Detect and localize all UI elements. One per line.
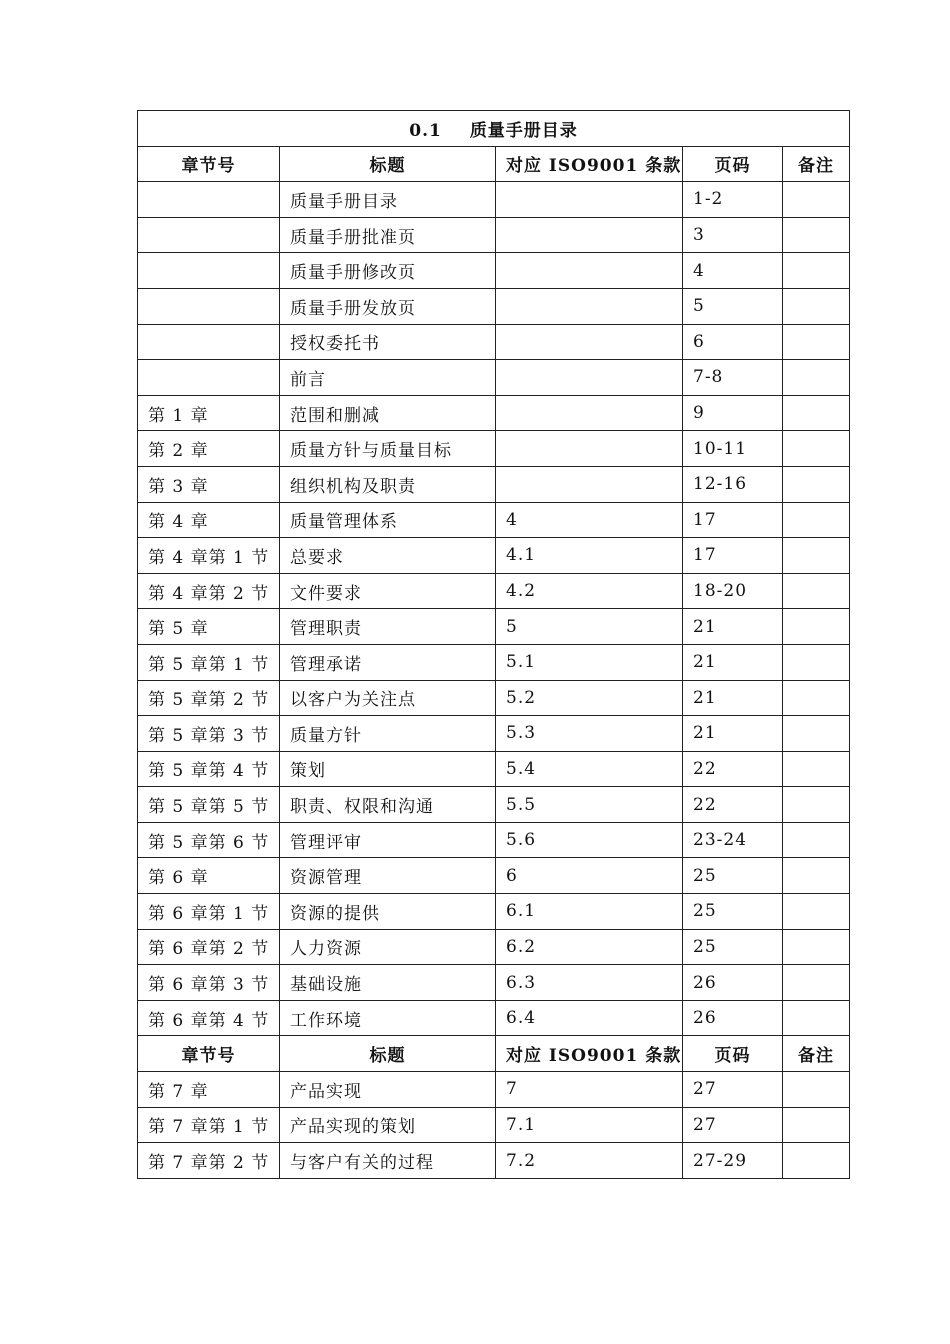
cell-note	[783, 644, 850, 680]
cell-note	[783, 894, 850, 930]
cell-chapter: 第 6 章第 2 节	[138, 929, 280, 965]
column-header-note: 备注	[783, 1036, 850, 1072]
cell-page: 1-2	[683, 182, 783, 218]
cell-title: 基础设施	[280, 965, 496, 1001]
table-row	[138, 466, 850, 502]
cell-clause	[496, 288, 683, 324]
cell-page: 5	[683, 288, 783, 324]
table-row	[138, 822, 850, 858]
cell-page: 10-11	[683, 431, 783, 467]
table-row	[138, 1107, 850, 1143]
table-row	[138, 360, 850, 396]
cell-clause	[496, 182, 683, 218]
cell-chapter: 第 6 章第 4 节	[138, 1000, 280, 1036]
cell-title: 管理承诺	[280, 644, 496, 680]
cell-clause: 6	[496, 858, 683, 894]
cell-page: 25	[683, 894, 783, 930]
cell-page: 12-16	[683, 466, 783, 502]
cell-page: 27	[683, 1072, 783, 1108]
table-row	[138, 1000, 850, 1036]
cell-clause	[496, 324, 683, 360]
cell-title: 组织机构及职责	[280, 466, 496, 502]
cell-page: 26	[683, 1000, 783, 1036]
cell-page: 25	[683, 929, 783, 965]
table-row	[138, 538, 850, 574]
cell-page: 17	[683, 502, 783, 538]
cell-chapter: 第 1 章	[138, 395, 280, 431]
cell-note	[783, 360, 850, 396]
cell-chapter: 第 6 章第 3 节	[138, 965, 280, 1001]
cell-note	[783, 502, 850, 538]
toc-table	[137, 110, 850, 1179]
table-row	[138, 716, 850, 752]
cell-title: 管理职责	[280, 609, 496, 645]
cell-page: 21	[683, 609, 783, 645]
table-title-text: 质量手册目录	[469, 120, 578, 141]
cell-note	[783, 1000, 850, 1036]
cell-page: 17	[683, 538, 783, 574]
cell-clause: 7.2	[496, 1143, 683, 1179]
cell-note	[783, 288, 850, 324]
cell-note	[783, 929, 850, 965]
cell-clause	[496, 253, 683, 289]
cell-chapter: 第 5 章第 5 节	[138, 787, 280, 823]
cell-title: 策划	[280, 751, 496, 787]
cell-page: 6	[683, 324, 783, 360]
cell-chapter: 第 5 章	[138, 609, 280, 645]
cell-chapter	[138, 324, 280, 360]
cell-chapter: 第 4 章	[138, 502, 280, 538]
table-row	[138, 217, 850, 253]
cell-clause: 5.2	[496, 680, 683, 716]
table-row	[138, 965, 850, 1001]
table-row	[138, 787, 850, 823]
cell-title: 工作环境	[280, 1000, 496, 1036]
cell-note	[783, 1143, 850, 1179]
cell-chapter	[138, 288, 280, 324]
table-row	[138, 609, 850, 645]
cell-note	[783, 538, 850, 574]
column-header-title: 标题	[280, 146, 496, 182]
column-header-chapter: 章节号	[138, 1036, 280, 1072]
column-header-page: 页码	[683, 146, 783, 182]
table-number: 0.1	[409, 120, 442, 141]
cell-page: 27	[683, 1107, 783, 1143]
cell-note	[783, 466, 850, 502]
table-row	[138, 395, 850, 431]
cell-clause: 5.3	[496, 716, 683, 752]
column-header-title: 标题	[280, 1036, 496, 1072]
cell-note	[783, 1072, 850, 1108]
cell-page: 23-24	[683, 822, 783, 858]
column-header-clause: 对应 ISO9001 条款	[496, 146, 683, 182]
cell-title: 职责、权限和沟通	[280, 787, 496, 823]
table-title	[138, 111, 850, 147]
column-header-clause: 对应 ISO9001 条款	[496, 1036, 683, 1072]
cell-chapter: 第 5 章第 6 节	[138, 822, 280, 858]
cell-title: 与客户有关的过程	[280, 1143, 496, 1179]
cell-chapter: 第 2 章	[138, 431, 280, 467]
cell-clause: 6.3	[496, 965, 683, 1001]
cell-title: 资源管理	[280, 858, 496, 894]
cell-title: 质量手册目录	[280, 182, 496, 218]
cell-clause	[496, 360, 683, 396]
cell-clause	[496, 217, 683, 253]
cell-note	[783, 395, 850, 431]
cell-chapter	[138, 182, 280, 218]
cell-chapter: 第 4 章第 2 节	[138, 573, 280, 609]
cell-chapter: 第 5 章第 1 节	[138, 644, 280, 680]
column-header-row	[138, 146, 850, 182]
cell-clause: 7	[496, 1072, 683, 1108]
cell-note	[783, 965, 850, 1001]
table-row	[138, 324, 850, 360]
cell-note	[783, 716, 850, 752]
table-row	[138, 929, 850, 965]
table-row	[138, 894, 850, 930]
cell-page: 21	[683, 644, 783, 680]
cell-clause: 5.4	[496, 751, 683, 787]
column-header-chapter: 章节号	[138, 146, 280, 182]
cell-note	[783, 1107, 850, 1143]
cell-note	[783, 573, 850, 609]
cell-title: 质量手册批准页	[280, 217, 496, 253]
cell-clause: 5.6	[496, 822, 683, 858]
table-row	[138, 644, 850, 680]
cell-note	[783, 324, 850, 360]
cell-clause: 7.1	[496, 1107, 683, 1143]
table-row	[138, 1143, 850, 1179]
cell-title: 产品实现	[280, 1072, 496, 1108]
cell-title: 质量方针	[280, 716, 496, 752]
cell-chapter: 第 6 章	[138, 858, 280, 894]
cell-title: 产品实现的策划	[280, 1107, 496, 1143]
table-row	[138, 573, 850, 609]
table-row	[138, 680, 850, 716]
cell-chapter: 第 5 章第 4 节	[138, 751, 280, 787]
cell-clause: 5.1	[496, 644, 683, 680]
cell-note	[783, 822, 850, 858]
cell-clause	[496, 466, 683, 502]
cell-chapter	[138, 253, 280, 289]
cell-note	[783, 253, 850, 289]
cell-clause: 4.1	[496, 538, 683, 574]
table-row	[138, 1072, 850, 1108]
table-row	[138, 288, 850, 324]
cell-chapter: 第 5 章第 2 节	[138, 680, 280, 716]
cell-note	[783, 858, 850, 894]
cell-clause: 5.5	[496, 787, 683, 823]
cell-title: 资源的提供	[280, 894, 496, 930]
column-header-note: 备注	[783, 146, 850, 182]
cell-title: 质量管理体系	[280, 502, 496, 538]
table-row	[138, 502, 850, 538]
cell-page: 21	[683, 680, 783, 716]
cell-note	[783, 751, 850, 787]
cell-note	[783, 182, 850, 218]
cell-page: 27-29	[683, 1143, 783, 1179]
table-row	[138, 751, 850, 787]
cell-chapter: 第 7 章第 2 节	[138, 1143, 280, 1179]
cell-chapter	[138, 360, 280, 396]
cell-page: 25	[683, 858, 783, 894]
table-row	[138, 253, 850, 289]
cell-page: 4	[683, 253, 783, 289]
table-row	[138, 431, 850, 467]
cell-page: 7-8	[683, 360, 783, 396]
cell-page: 22	[683, 787, 783, 823]
cell-title: 文件要求	[280, 573, 496, 609]
table-title-row	[138, 111, 850, 147]
cell-chapter: 第 7 章	[138, 1072, 280, 1108]
cell-title: 管理评审	[280, 822, 496, 858]
cell-note	[783, 431, 850, 467]
cell-chapter: 第 6 章第 1 节	[138, 894, 280, 930]
cell-clause: 4.2	[496, 573, 683, 609]
column-header-row	[138, 1036, 850, 1072]
cell-page: 21	[683, 716, 783, 752]
column-header-page: 页码	[683, 1036, 783, 1072]
cell-title: 以客户为关注点	[280, 680, 496, 716]
cell-note	[783, 609, 850, 645]
cell-clause: 5	[496, 609, 683, 645]
table-row	[138, 182, 850, 218]
cell-clause: 6.4	[496, 1000, 683, 1036]
cell-title: 总要求	[280, 538, 496, 574]
cell-title: 人力资源	[280, 929, 496, 965]
cell-title: 前言	[280, 360, 496, 396]
cell-title: 质量方针与质量目标	[280, 431, 496, 467]
cell-clause: 6.1	[496, 894, 683, 930]
cell-clause: 4	[496, 502, 683, 538]
cell-chapter: 第 3 章	[138, 466, 280, 502]
cell-note	[783, 680, 850, 716]
cell-title: 范围和删减	[280, 395, 496, 431]
cell-page: 26	[683, 965, 783, 1001]
toc-table-body	[138, 111, 850, 1179]
cell-page: 3	[683, 217, 783, 253]
cell-clause	[496, 431, 683, 467]
cell-chapter: 第 5 章第 3 节	[138, 716, 280, 752]
cell-chapter	[138, 217, 280, 253]
table-row	[138, 858, 850, 894]
cell-chapter: 第 4 章第 1 节	[138, 538, 280, 574]
cell-page: 18-20	[683, 573, 783, 609]
cell-chapter: 第 7 章第 1 节	[138, 1107, 280, 1143]
cell-note	[783, 217, 850, 253]
cell-title: 授权委托书	[280, 324, 496, 360]
cell-clause	[496, 395, 683, 431]
cell-page: 9	[683, 395, 783, 431]
cell-title: 质量手册发放页	[280, 288, 496, 324]
cell-note	[783, 787, 850, 823]
cell-title: 质量手册修改页	[280, 253, 496, 289]
cell-page: 22	[683, 751, 783, 787]
cell-clause: 6.2	[496, 929, 683, 965]
